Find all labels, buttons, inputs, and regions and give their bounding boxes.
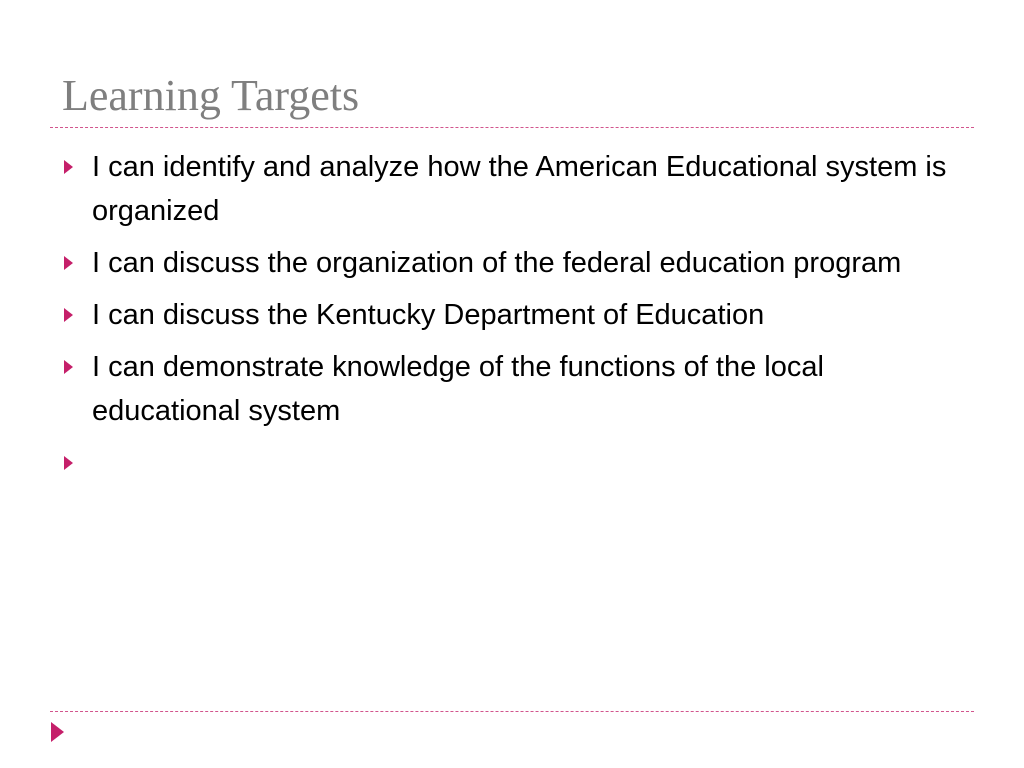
bullet-list [60, 145, 970, 441]
bullet-item [60, 145, 970, 233]
footer-divider [50, 711, 974, 712]
bullet-item [60, 293, 970, 337]
triangle-right-icon [64, 256, 73, 270]
bullet-item [60, 241, 970, 285]
bullet-text: I can demonstrate knowledge of the functions of the local educational system [92, 351, 824, 427]
bullet-item [60, 345, 970, 433]
triangle-right-icon [64, 160, 73, 174]
bullet-text: I can identify and analyze how the American Educational system is organized [92, 151, 947, 227]
footer-triangle-right-icon [51, 722, 64, 742]
bullet-text: I can discuss the organization of the federal education program [92, 247, 902, 279]
triangle-right-icon [64, 360, 73, 374]
bullet-text: I can discuss the Kentucky Department of Education [92, 299, 765, 331]
triangle-right-icon [64, 456, 73, 470]
slide-title: Learning Targets [62, 71, 360, 120]
triangle-right-icon [64, 308, 73, 322]
title-divider [50, 127, 974, 128]
